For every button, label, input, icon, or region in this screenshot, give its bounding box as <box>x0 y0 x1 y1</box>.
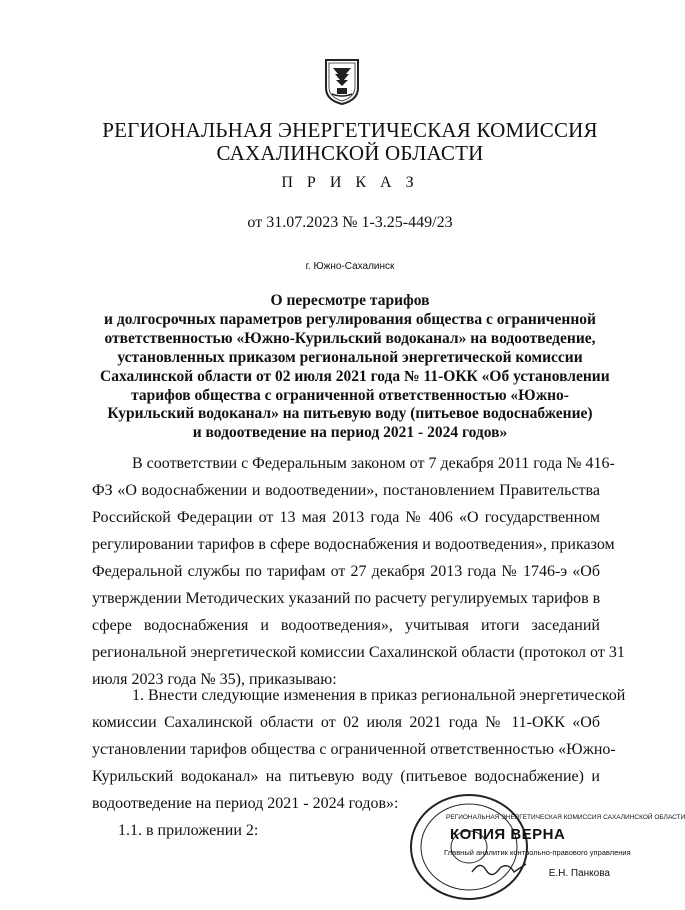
document-title <box>100 292 610 443</box>
coat-of-arms-emblem <box>324 58 360 106</box>
preamble-paragraph <box>92 450 625 693</box>
text-line: 1. Внести следующие изменения в приказ региональной энергетической <box>132 687 626 704</box>
text-line: Федеральной службы по тарифам от 27 декабря 2013 года № 1746-э «Об <box>92 563 600 580</box>
text-line: Российской Федерации от 13 мая 2013 года № 406 «О государственном <box>92 509 600 526</box>
title-line: Курильский водоканал» на питьевую воду (питьевое водоснабжение) <box>107 405 593 423</box>
text-line: установлении тарифов общества с ограниченной ответственностью «Южно- <box>92 741 616 758</box>
organization-line-1: РЕГИОНАЛЬНАЯ ЭНЕРГЕТИЧЕСКАЯ КОМИССИЯ <box>102 118 598 142</box>
text-line: ФЗ «О водоснабжении и водоотведении», постановлением Правительства <box>92 482 600 499</box>
title-line: и долгосрочных параметров регулирования общества с ограниченной <box>104 310 596 328</box>
stamp-signer-name: Е.Н. Панкова <box>548 868 610 879</box>
order-number-date: от 31.07.2023 № 1-3.25-449/23 <box>247 214 453 231</box>
document-type: П Р И К А З <box>281 174 419 191</box>
text-line: Курильский водоканал» на питьевую воду (питьевое водоснабжение) и <box>92 768 600 785</box>
title-line: ответственностью «Южно-Курильский водоканал» на водоотведение, <box>104 329 596 347</box>
signature-icon <box>470 858 530 878</box>
text-line: водоотведение на период 2021 - 2024 годов»: <box>92 795 399 812</box>
title-line: О пересмотре тарифов <box>270 292 430 309</box>
text-line: регулировании тарифов в сфере водоснабжения и водоотведения», приказом <box>92 536 615 553</box>
title-line: Сахалинской области от 02 июля 2021 года № 11-ОКК «Об установлении <box>100 367 610 385</box>
text-line: июля 2023 года № 35), приказываю: <box>92 671 337 688</box>
certified-copy-stamp <box>440 812 685 884</box>
text-line: сфере водоснабжения и водоотведения», учитывая итоги заседаний <box>92 617 600 634</box>
title-line: установленных приказом региональной энергетической комиссии <box>117 348 583 366</box>
stamp-copy-mark: КОПИЯ ВЕРНА <box>450 826 566 843</box>
text-line: региональной энергетической комиссии Сахалинской области (протокол от 31 <box>92 644 625 661</box>
title-line: тарифов общества с ограниченной ответственностью «Южно- <box>131 386 569 404</box>
title-line: и водоотведение на период 2021 - 2024 годов» <box>192 424 508 442</box>
text-line: комиссии Сахалинской области от 02 июля 2021 года № 11-ОКК «Об <box>92 714 600 731</box>
text-line: утверждении Методических указаний по расчету регулируемых тарифов в <box>92 590 601 607</box>
city-name: г. Южно-Сахалинск <box>305 261 395 272</box>
item-1-1: 1.1. в приложении 2: <box>118 822 259 839</box>
stamp-organization: РЕГИОНАЛЬНАЯ ЭНЕРГЕТИЧЕСКАЯ КОМИССИЯ САХАЛИНСКОЙ ОБЛАСТИ <box>446 814 685 821</box>
organization-line-2: САХАЛИНСКОЙ ОБЛАСТИ <box>216 141 484 165</box>
text-line: В соответствии с Федеральным законом от 7 декабря 2011 года № 416- <box>132 455 615 472</box>
stamp-position: Главный аналитик контрольно-правового управления <box>444 848 631 857</box>
